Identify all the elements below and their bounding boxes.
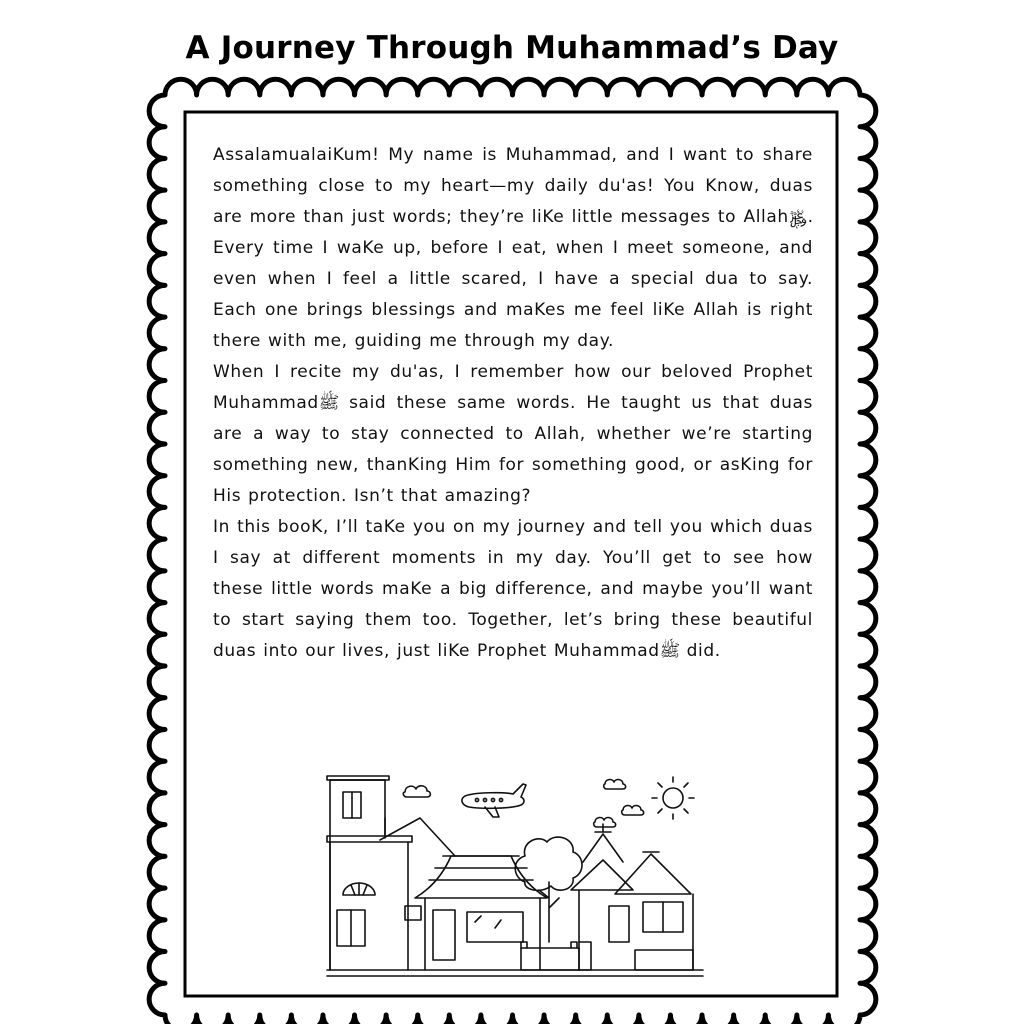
paragraph-intro: AssalamualaiKum! My name is Muhammad, and I want to share something close to my heart—my daily du'as! You Know, duas are more than just words; they’re liKe little messages to Allah﷿. Every time I waKe up, before I eat, when I meet someone, and even when I feel a little scared, I have a special dua to say. Each one brings blessings and maKes me feel liKe Allah is right there with me, guiding me through my day.: [213, 145, 813, 351]
apartment-building: [327, 776, 412, 970]
page-title: A Journey Through Muhammad’s Day: [185, 30, 839, 66]
pagoda-shop: [415, 856, 547, 970]
temple-building: [571, 824, 693, 970]
body-text: [213, 140, 813, 667]
sun-icon: [652, 777, 694, 819]
street-lines: [327, 970, 703, 976]
paragraph-prophet: When I recite my du'as, I remember how our beloved Prophet Muhammadﷺ said these same words. He taught us that duas are a way to stay connected to Allah, whether we’re starting something new, thanKing Him for something good, or asKing for His protection. Isn’t that amazing?: [213, 362, 813, 506]
airplane-icon: [462, 784, 526, 817]
paragraph-book: In this booK, I’ll taKe you on my journey and tell you which duas I say at different moments in my day. You’ll get to see how these little words maKe a big difference, and maybe you’ll want to start saying them too. Together, let’s bring these beautiful duas into our lives, just liKe Prophet Muhammadﷺ did.: [213, 517, 813, 661]
garden-wall: [521, 942, 693, 970]
town-illustration: [325, 770, 705, 985]
